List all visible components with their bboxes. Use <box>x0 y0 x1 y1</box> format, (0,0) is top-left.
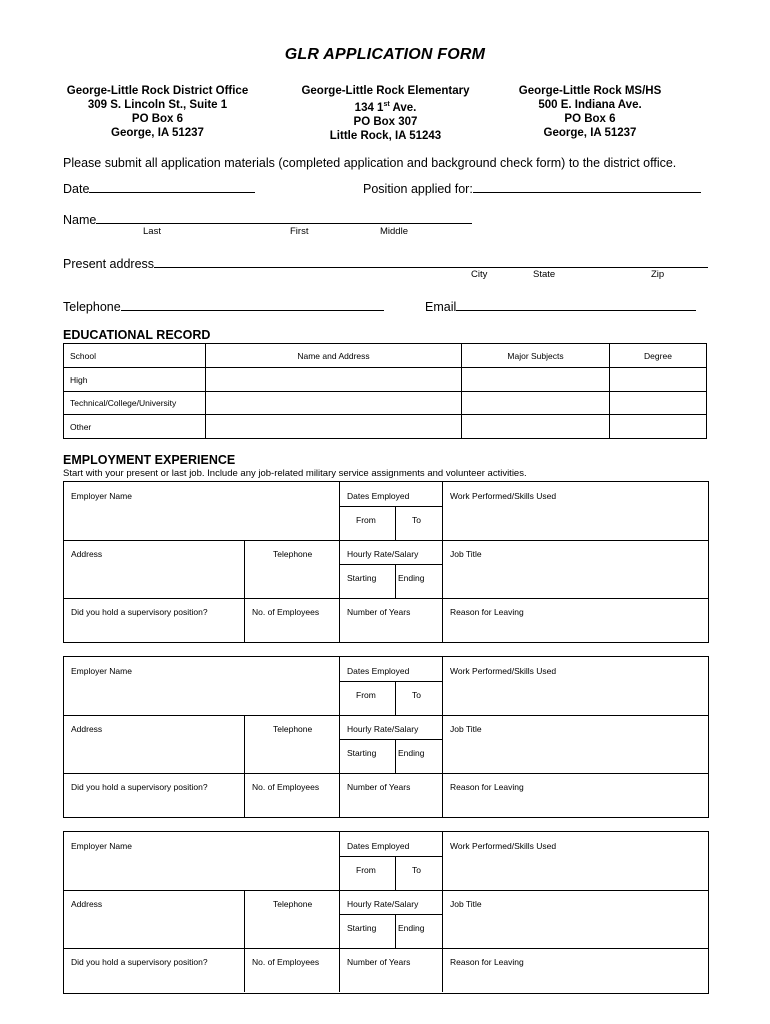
office-line: 134 1st Ave. <box>354 101 417 114</box>
starting-label: Starting <box>347 748 377 758</box>
education-cell[interactable] <box>206 368 462 392</box>
work-performed-label: Work Performed/Skills Used <box>450 841 557 851</box>
address-line[interactable] <box>154 255 708 268</box>
to-label: To <box>412 865 421 875</box>
table-row <box>64 415 707 439</box>
education-heading: EDUCATIONAL RECORD <box>63 328 211 342</box>
table-divider-vertical <box>395 681 396 715</box>
table-row <box>64 368 707 392</box>
office-name: George-Little Rock District Office <box>66 85 249 97</box>
office-line: Little Rock, IA 51243 <box>329 129 442 142</box>
to-label: To <box>412 690 421 700</box>
table-divider-vertical <box>395 564 396 598</box>
table-divider-vertical <box>395 914 396 948</box>
office-line: 309 S. Lincoln St., Suite 1 <box>87 99 228 111</box>
hourly-rate-label: Hourly Rate/Salary <box>347 724 419 734</box>
education-header: School <box>64 344 206 368</box>
telephone-label: Telephone <box>273 724 313 734</box>
table-divider-vertical <box>244 715 245 817</box>
name-label: Name <box>63 213 97 227</box>
table-divider-horizontal <box>339 739 442 740</box>
to-label: To <box>412 515 421 525</box>
email-field[interactable] <box>425 298 696 314</box>
employer-name-label: Employer Name <box>71 666 132 676</box>
table-divider-vertical <box>395 739 396 773</box>
office-mshs <box>490 84 690 140</box>
name-first-label: First <box>290 226 309 237</box>
email-line[interactable] <box>456 298 696 311</box>
table-divider-horizontal <box>64 890 708 891</box>
employment-heading: EMPLOYMENT EXPERIENCE <box>63 453 236 467</box>
ending-label: Ending <box>398 923 425 933</box>
starting-label: Starting <box>347 573 377 583</box>
education-cell[interactable] <box>462 368 610 392</box>
supervisory-label: Did you hold a supervisory position? <box>71 607 208 617</box>
education-cell[interactable] <box>206 415 462 439</box>
position-label: Position applied for: <box>363 182 473 196</box>
table-divider-horizontal <box>339 564 442 565</box>
education-row-label: Other <box>64 415 206 439</box>
job-title-label: Job Title <box>450 549 482 559</box>
date-label: Date <box>63 182 90 196</box>
table-divider-horizontal <box>64 948 708 949</box>
employer-name-label: Employer Name <box>71 491 132 501</box>
table-divider-horizontal <box>339 506 442 507</box>
employment-block <box>63 831 709 994</box>
email-label: Email <box>425 300 457 314</box>
supervisory-label: Did you hold a supervisory position? <box>71 782 208 792</box>
dates-employed-label: Dates Employed <box>347 841 410 851</box>
table-divider-horizontal <box>339 914 442 915</box>
hourly-rate-label: Hourly Rate/Salary <box>347 899 419 909</box>
reason-label: Reason for Leaving <box>450 782 524 792</box>
reason-label: Reason for Leaving <box>450 957 524 967</box>
office-line: George, IA 51237 <box>543 127 637 139</box>
education-cell[interactable] <box>462 415 610 439</box>
education-header: Degree <box>610 344 707 368</box>
education-cell[interactable] <box>462 392 610 415</box>
education-cell[interactable] <box>610 415 707 439</box>
employees-label: No. of Employees <box>252 782 320 792</box>
office-line: PO Box 6 <box>564 113 616 125</box>
table-row <box>64 392 707 415</box>
address-label: Address <box>71 549 103 559</box>
zip-label: Zip <box>651 269 665 280</box>
dates-employed-label: Dates Employed <box>347 666 410 676</box>
position-field[interactable] <box>363 180 701 196</box>
education-table <box>63 343 707 439</box>
table-divider-horizontal <box>339 681 442 682</box>
starting-label: Starting <box>347 923 377 933</box>
city-label: City <box>471 269 488 280</box>
office-elementary <box>283 84 488 143</box>
form-title: GLR APPLICATION FORM <box>284 46 486 63</box>
telephone-field[interactable] <box>63 298 384 314</box>
state-label: State <box>533 269 556 280</box>
from-label: From <box>356 515 376 525</box>
table-divider-horizontal <box>64 715 708 716</box>
office-line: 500 E. Indiana Ave. <box>538 99 642 111</box>
table-divider-vertical <box>244 540 245 642</box>
table-divider-horizontal <box>339 856 442 857</box>
from-label: From <box>356 865 376 875</box>
hourly-rate-label: Hourly Rate/Salary <box>347 549 419 559</box>
years-label: Number of Years <box>347 957 411 967</box>
name-field[interactable] <box>63 211 472 227</box>
reason-label: Reason for Leaving <box>450 607 524 617</box>
telephone-label: Telephone <box>273 549 313 559</box>
office-district <box>55 84 260 140</box>
education-row-label: Technical/College/University <box>64 392 206 415</box>
date-line[interactable] <box>89 180 255 193</box>
work-performed-label: Work Performed/Skills Used <box>450 491 557 501</box>
education-cell[interactable] <box>610 392 707 415</box>
ending-label: Ending <box>398 748 425 758</box>
instructions: Please submit all application materials (completed application and background check form) to the district office. <box>63 156 677 170</box>
table-divider-horizontal <box>64 540 708 541</box>
table-divider-horizontal <box>64 598 708 599</box>
education-row-label: High <box>64 368 206 392</box>
office-line: PO Box 307 <box>353 115 418 128</box>
employment-block <box>63 656 709 818</box>
address-label: Address <box>71 899 103 909</box>
office-name: George-Little Rock Elementary <box>301 85 470 97</box>
employment-note: Start with your present or last job. Include any job-related military service assignments and volunteer activities. <box>63 468 527 479</box>
name-middle-label: Middle <box>380 226 408 237</box>
education-header: Major Subjects <box>462 344 610 368</box>
address-label: Address <box>71 724 103 734</box>
office-line: George, IA 51237 <box>111 127 204 139</box>
office-name: George-Little Rock MS/HS <box>518 85 662 97</box>
job-title-label: Job Title <box>450 724 482 734</box>
education-header: Name and Address <box>206 344 462 368</box>
address-field[interactable] <box>63 255 708 271</box>
telephone-line[interactable] <box>121 298 384 311</box>
table-divider-vertical <box>442 832 443 992</box>
employer-name-label: Employer Name <box>71 841 132 851</box>
table-divider-vertical <box>442 657 443 817</box>
table-divider-vertical <box>395 856 396 890</box>
job-title-label: Job Title <box>450 899 482 909</box>
employees-label: No. of Employees <box>252 957 320 967</box>
table-divider-vertical <box>442 482 443 642</box>
employment-block <box>63 481 709 643</box>
table-divider-vertical <box>244 890 245 992</box>
address-label: Present address <box>63 257 155 271</box>
dates-employed-label: Dates Employed <box>347 491 410 501</box>
from-label: From <box>356 690 376 700</box>
supervisory-label: Did you hold a supervisory position? <box>71 957 208 967</box>
name-line[interactable] <box>96 211 472 224</box>
work-performed-label: Work Performed/Skills Used <box>450 666 557 676</box>
position-line[interactable] <box>473 180 701 193</box>
date-field[interactable] <box>63 180 255 196</box>
table-divider-vertical <box>395 506 396 540</box>
education-cell[interactable] <box>206 392 462 415</box>
table-divider-horizontal <box>64 773 708 774</box>
office-line: PO Box 6 <box>131 113 184 125</box>
telephone-label: Telephone <box>63 300 121 314</box>
ending-label: Ending <box>398 573 425 583</box>
years-label: Number of Years <box>347 607 411 617</box>
telephone-label: Telephone <box>273 899 313 909</box>
name-last-label: Last <box>143 226 161 237</box>
employees-label: No. of Employees <box>252 607 320 617</box>
years-label: Number of Years <box>347 782 411 792</box>
education-cell[interactable] <box>610 368 707 392</box>
